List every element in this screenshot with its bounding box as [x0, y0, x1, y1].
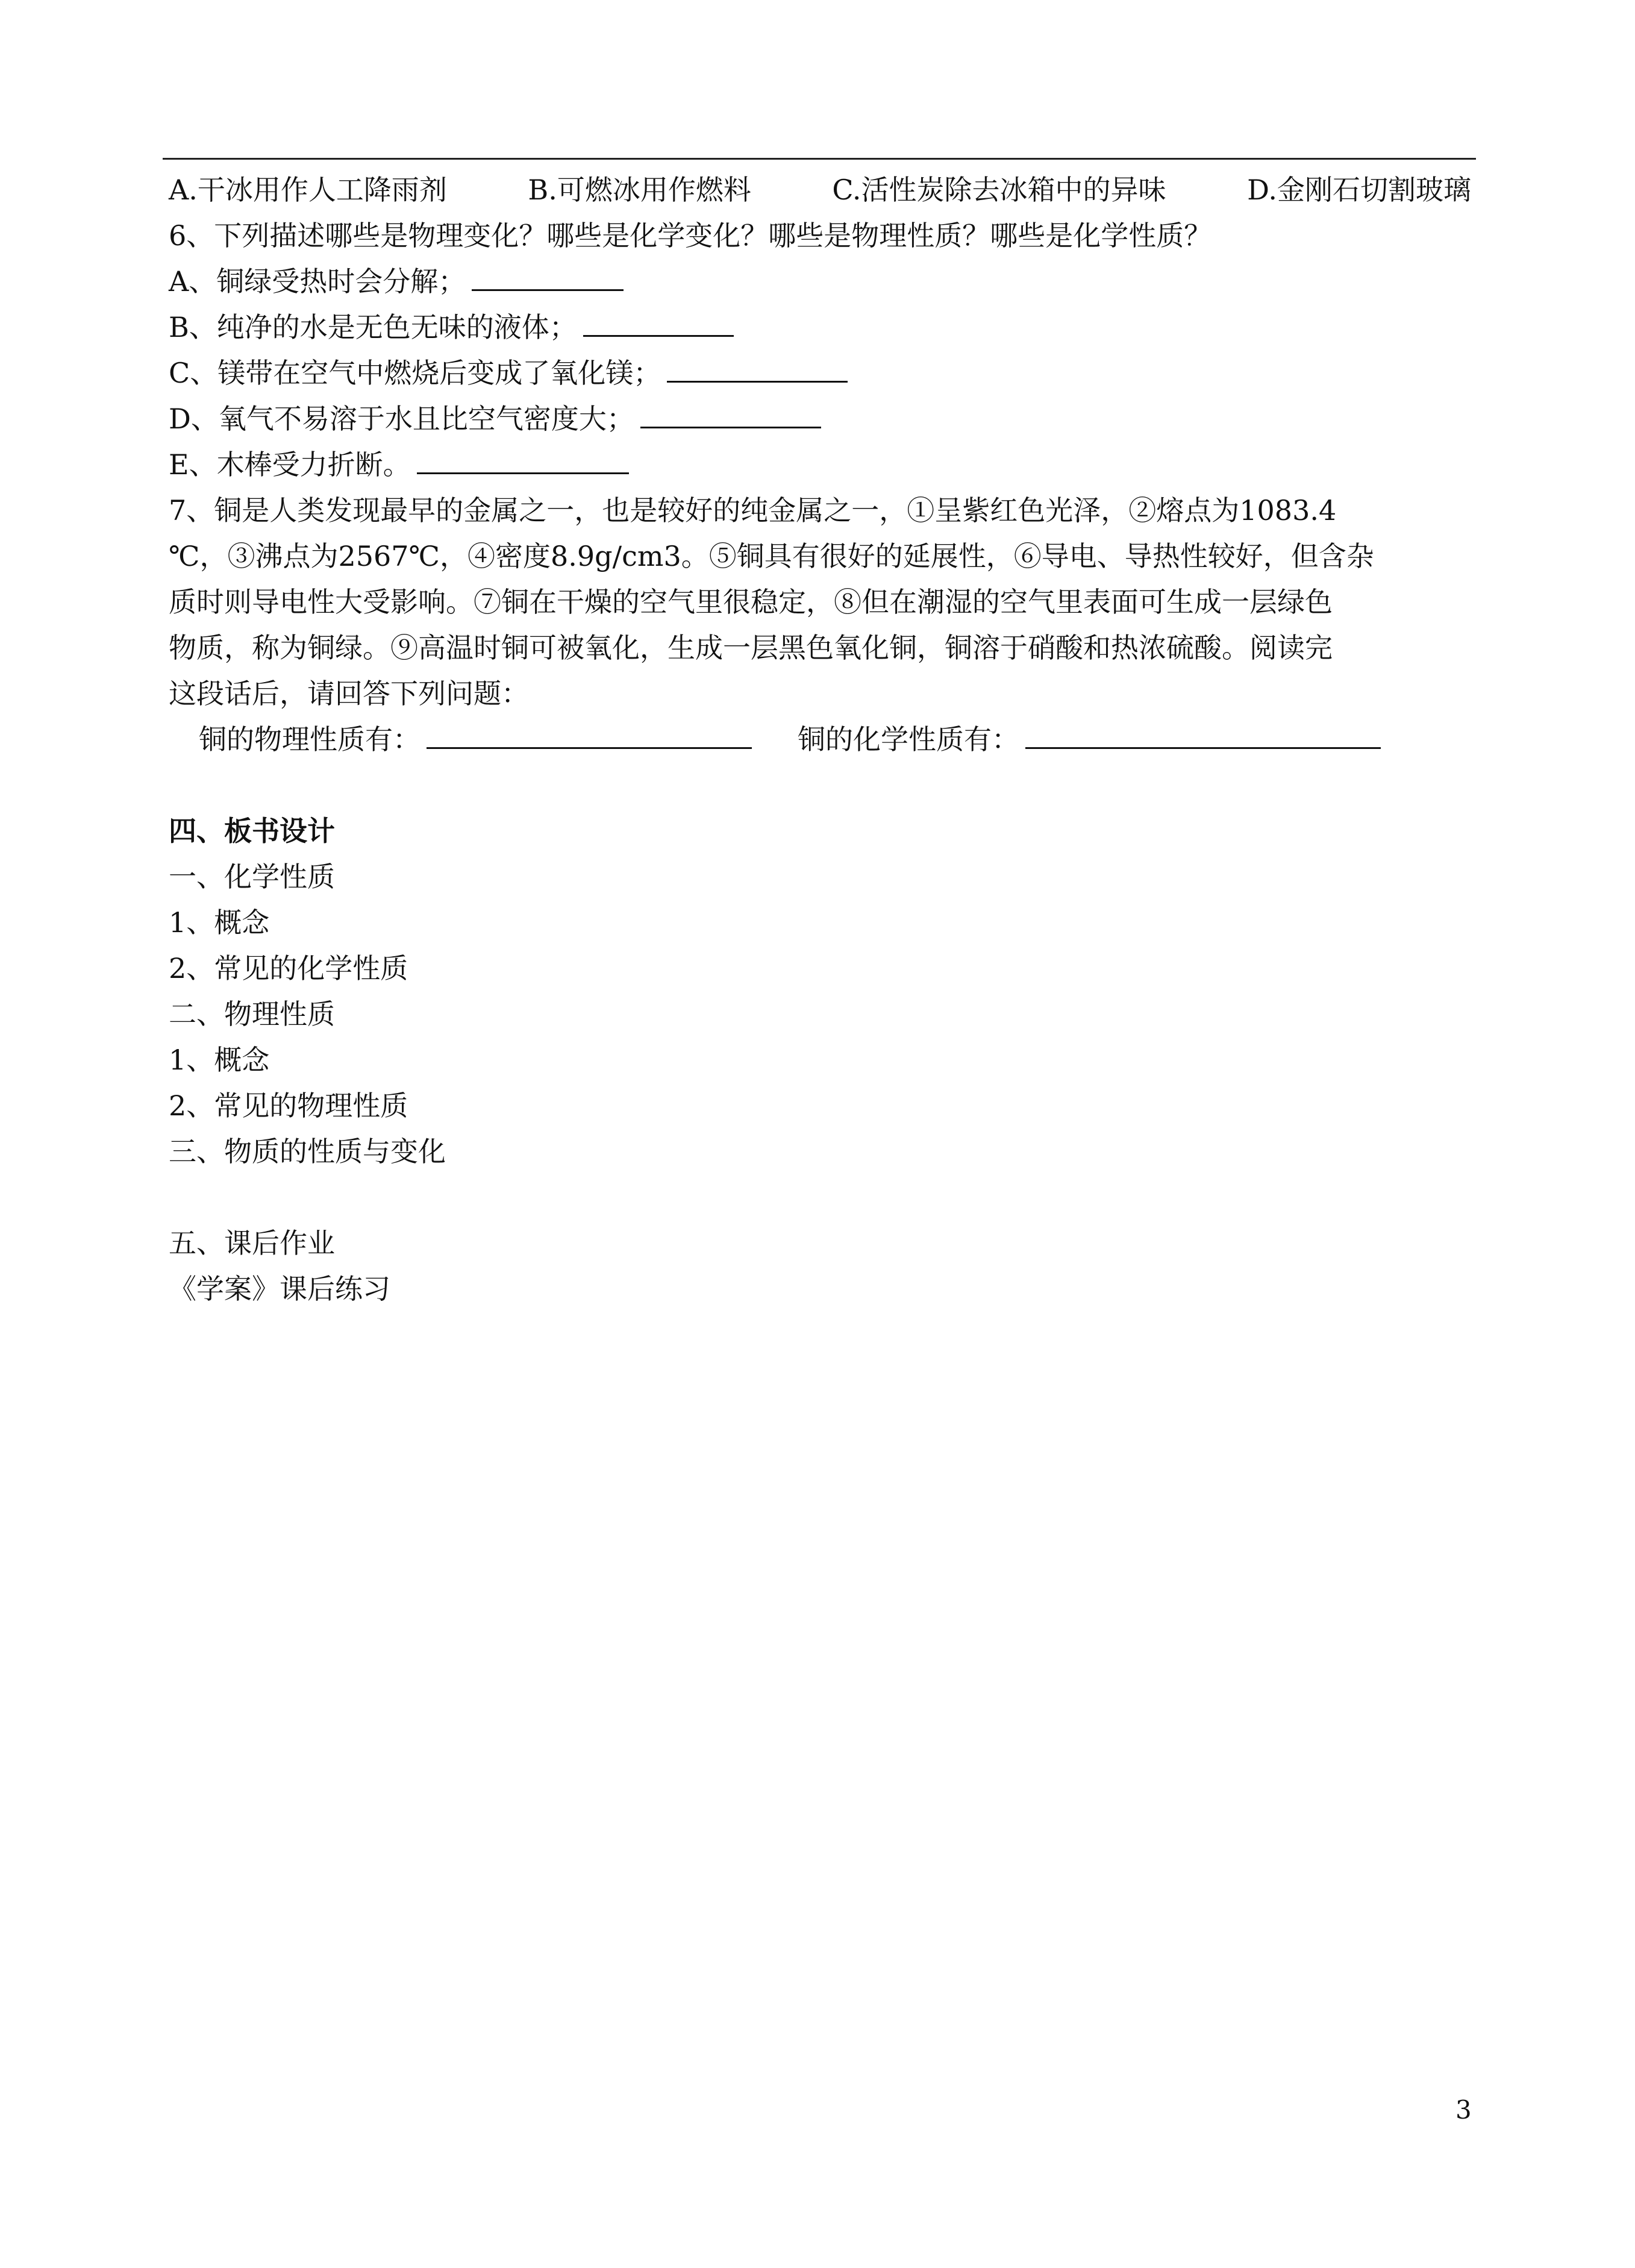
section5-homework: 《学案》课后练习 [169, 1273, 390, 1305]
section4-item-2: 1、概念 [169, 906, 270, 939]
q5-option-c: C.活性炭除去冰箱中的异味 [832, 174, 1166, 206]
section4-item-3: 2、常见的化学性质 [169, 952, 408, 985]
q7-line-2: ℃，③沸点为2567℃，④密度8.9g/cm3。⑤铜具有很好的延展性，⑥导电、导热性较好，但含杂 [169, 540, 1374, 572]
q5-options-row [169, 172, 1471, 207]
page-number: 3 [1455, 2095, 1472, 2125]
q7-physical-label: 铜的物理性质有： [199, 723, 420, 756]
header-rule [163, 158, 1476, 160]
section5-title: 五、课后作业 [169, 1227, 335, 1259]
q6-item-c [169, 356, 848, 390]
q7-line-1: 7、铜是人类发现最早的金属之一，也是较好的纯金属之一，①呈紫红色光泽，②熔点为1083.4 [169, 494, 1337, 527]
q7-chemical-label: 铜的化学性质有： [798, 723, 1019, 756]
section4-item-5: 1、概念 [169, 1044, 270, 1076]
q6-item-c-text: C、镁带在空气中燃烧后变成了氧化镁； [169, 357, 661, 389]
q6-item-b [169, 310, 734, 345]
q6-item-e-blank[interactable] [417, 448, 629, 474]
q7-physical-answer [199, 722, 752, 757]
q6-item-d-text: D、氧气不易溶于水且比空气密度大； [169, 403, 634, 435]
q7-line-3: 质时则导电性大受影响。⑦铜在干燥的空气里很稳定，⑧但在潮湿的空气里表面可生成一层绿色 [169, 586, 1333, 618]
q6-item-d-blank[interactable] [640, 403, 821, 428]
q7-physical-blank[interactable] [427, 723, 752, 749]
q6-title: 6、下列描述哪些是物理变化？哪些是化学变化？哪些是物理性质？哪些是化学性质？ [169, 219, 1212, 252]
section4-item-4: 二、物理性质 [169, 998, 335, 1030]
q6-item-c-blank[interactable] [667, 357, 848, 383]
q5-option-a: A.干冰用作人工降雨剂 [169, 174, 447, 206]
section4-item-6: 2、常见的物理性质 [169, 1089, 408, 1122]
q6-item-b-blank[interactable] [583, 311, 734, 337]
section4-item-1: 一、化学性质 [169, 860, 335, 893]
section4-title: 四、板书设计 [169, 815, 335, 847]
q6-item-e [169, 447, 629, 482]
q5-option-d: D.金刚石切割玻璃 [1247, 174, 1471, 206]
q6-item-b-text: B、纯净的水是无色无味的液体； [169, 311, 577, 343]
q6-item-a-blank[interactable] [472, 265, 624, 291]
q7-line-4: 物质，称为铜绿。⑨高温时铜可被氧化，生成一层黑色氧化铜，铜溶于硝酸和热浓硫酸。阅读完 [169, 631, 1333, 664]
q6-item-a [169, 264, 624, 299]
q6-item-d [169, 401, 821, 436]
q7-line-5: 这段话后，请回答下列问题： [169, 677, 529, 710]
q6-item-e-text: E、木棒受力折断。 [169, 448, 411, 481]
q7-chemical-blank[interactable] [1025, 723, 1381, 749]
section4-item-7: 三、物质的性质与变化 [169, 1135, 446, 1168]
q5-option-b: B.可燃冰用作燃料 [528, 174, 751, 206]
q6-item-a-text: A、铜绿受热时会分解； [169, 265, 466, 298]
q7-chemical-answer [798, 722, 1381, 757]
